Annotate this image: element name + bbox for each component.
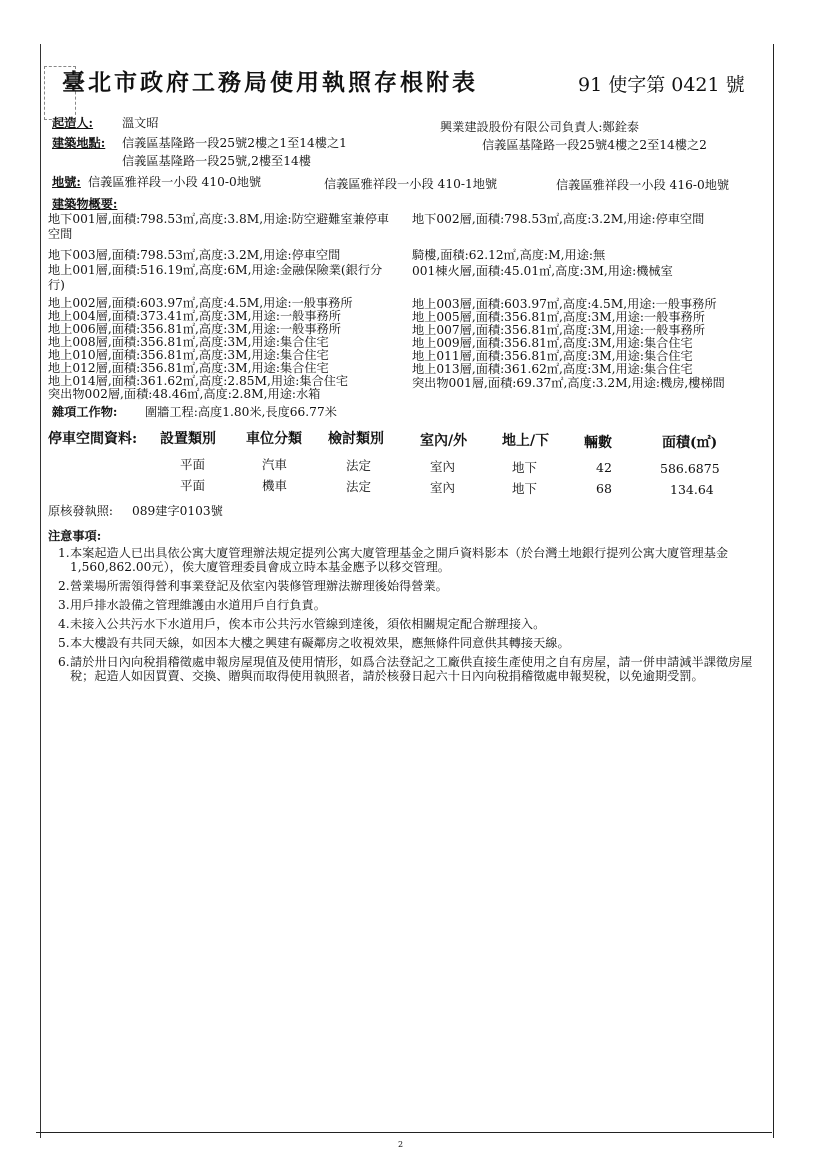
parking-header: 面積(㎡) <box>662 435 718 451</box>
note-text: 用戶排水設備之管理維護由水道用戶自行負責。 <box>70 598 326 612</box>
floor-row: 地上009層,面積:356.81㎡,高度:3M,用途:集合住宅 <box>412 336 693 350</box>
note-text: 未接入公共污水下水道用戶，俟本市公共污水管線到達後，須依相關規定配合辦理接入。 <box>70 617 546 631</box>
parking-cell: 134.64 <box>670 482 714 497</box>
note-number: 6. <box>58 655 70 669</box>
parking-cell: 68 <box>596 481 612 496</box>
floor-row: 地上012層,面積:356.81㎡,高度:3M,用途:集合住宅 <box>48 361 329 375</box>
land-lot-1: 信義區雅祥段一小段 410-0地號 <box>88 175 262 189</box>
overview-label: 建築物概要: <box>52 197 118 211</box>
note-item <box>58 636 768 650</box>
note-number: 1. <box>58 546 70 560</box>
note-item <box>58 579 768 593</box>
note-item <box>58 617 768 631</box>
land-label: 地號: <box>52 175 81 189</box>
original-permit-value: 089建字0103號 <box>132 504 223 518</box>
page-title: 臺北市政府工務局使用執照存根附表 <box>62 69 478 96</box>
parking-cell: 地下 <box>512 481 538 496</box>
misc-label: 雜項工作物: <box>52 405 118 419</box>
site-label: 建築地點: <box>52 136 106 150</box>
parking-cell: 42 <box>596 460 612 475</box>
floor-row: 地上003層,面積:603.97㎡,高度:4.5M,用途:一般事務所 <box>412 297 717 311</box>
parking-cell: 室內 <box>430 480 456 495</box>
floor-row: 地下001層,面積:798.53㎡,高度:3.8M,用途:防空避難室兼停車 <box>48 212 390 226</box>
note-number: 4. <box>58 617 70 631</box>
parking-label: 停車空間資料: <box>48 431 138 447</box>
note-text: 請於卅日內向稅捐稽徵處申報房屋現值及使用情形，如爲合法登記之工廠供直接生產使用之自有房屋，請一併申請減半課徵房屋稅；起造人如因買賣、交換、贈與而取得使用執照者，請於核發日起六十日內向稅捐稽徵處申報契稅，以免逾期受罰。 <box>70 655 753 683</box>
builder-name: 溫文昭 <box>122 116 159 130</box>
site-address-1: 信義區基隆路一段25號2樓之1至14樓之1 <box>122 136 347 150</box>
parking-cell: 平面 <box>180 457 206 472</box>
floor-row: 地上006層,面積:356.81㎡,高度:3M,用途:一般事務所 <box>48 322 341 336</box>
floor-row: 空間 <box>48 227 73 241</box>
note-item <box>58 598 768 612</box>
notes-label: 注意事項: <box>48 529 102 543</box>
permit-number: 91 使字第 0421 號 <box>578 74 745 96</box>
site-address-2: 信義區基隆路一段25號4樓之2至14樓之2 <box>482 138 707 152</box>
floor-row: 突出物002層,面積:48.46㎡,高度:2.8M,用途:水箱 <box>48 387 321 401</box>
parking-cell: 地下 <box>512 460 538 475</box>
land-lot-3: 信義區雅祥段一小段 416-0地號 <box>556 178 730 192</box>
parking-header: 輛數 <box>584 435 612 451</box>
note-text: 營業場所需領得營利事業登記及依室內裝修管理辦法辦理後始得營業。 <box>70 579 448 593</box>
floor-row: 地上002層,面積:603.97㎡,高度:4.5M,用途:一般事務所 <box>48 296 353 310</box>
parking-cell: 機車 <box>262 478 288 493</box>
parking-cell: 586.6875 <box>660 461 720 476</box>
floor-row: 地下003層,面積:798.53㎡,高度:3.2M,用途:停車空間 <box>48 248 341 262</box>
floor-row: 突出物001層,面積:69.37㎡,高度:3.2M,用途:機房,樓梯間 <box>412 376 725 390</box>
parking-cell: 法定 <box>346 458 372 473</box>
floor-row: 001棟火層,面積:45.01㎡,高度:3M,用途:機械室 <box>412 264 673 278</box>
floor-row: 地上005層,面積:356.81㎡,高度:3M,用途:一般事務所 <box>412 310 705 324</box>
floor-row: 地上014層,面積:361.62㎡,高度:2.85M,用途:集合住宅 <box>48 374 349 388</box>
land-lot-2: 信義區雅祥段一小段 410-1地號 <box>324 177 498 191</box>
note-text: 本案起造人已出具依公寓大廈管理辦法規定提列公寓大廈管理基金之開戶資料影本（於台灣土地銀行提列公寓大廈管理基金1,560,862.00元），俟大廈管理委員會成立時本基金應予以移交管理。 <box>70 546 729 574</box>
builder-company: 興業建設股份有限公司負責人:鄭銓泰 <box>440 120 640 134</box>
builder-label: 起造人: <box>52 116 94 130</box>
floor-row: 地上008層,面積:356.81㎡,高度:3M,用途:集合住宅 <box>48 335 329 349</box>
note-number: 3. <box>58 598 70 612</box>
floor-row: 地上013層,面積:361.62㎡,高度:3M,用途:集合住宅 <box>412 362 693 376</box>
parking-cell: 室內 <box>430 459 456 474</box>
parking-header: 地上/下 <box>502 433 550 449</box>
original-permit-label: 原核發執照: <box>48 504 114 518</box>
floor-row: 地下002層,面積:798.53㎡,高度:3.2M,用途:停車空間 <box>412 212 705 226</box>
misc-value: 圍牆工程:高度1.80米,長度66.77米 <box>145 405 337 419</box>
floor-row: 地上010層,面積:356.81㎡,高度:3M,用途:集合住宅 <box>48 348 329 362</box>
floor-row: 地上007層,面積:356.81㎡,高度:3M,用途:一般事務所 <box>412 323 705 337</box>
note-text: 本大樓設有共同天線，如因本大樓之興建有礙鄰房之收視效果，應無條件同意供其轉接天線。 <box>70 636 570 650</box>
note-item <box>58 655 768 683</box>
parking-cell: 平面 <box>180 478 206 493</box>
site-address-3: 信義區基隆路一段25號,2樓至14樓 <box>122 154 311 168</box>
floor-row: 騎樓,面積:62.12㎡,高度:M,用途:無 <box>412 248 606 262</box>
parking-header: 設置類別 <box>160 431 216 447</box>
notes-list <box>58 546 768 688</box>
parking-cell: 法定 <box>346 479 372 494</box>
parking-header: 車位分類 <box>246 431 302 447</box>
floor-row: 地上004層,面積:373.41㎡,高度:3M,用途:一般事務所 <box>48 309 341 323</box>
parking-header: 室內/外 <box>420 433 468 449</box>
floor-row: 地上011層,面積:356.81㎡,高度:3M,用途:集合住宅 <box>412 349 693 363</box>
floor-row: 行) <box>48 278 65 292</box>
parking-cell: 汽車 <box>262 457 288 472</box>
floor-row: 地上001層,面積:516.19㎡,高度:6M,用途:金融保險業(銀行分 <box>48 263 383 277</box>
page-mark: 2 <box>398 1140 404 1149</box>
note-number: 5. <box>58 636 70 650</box>
bottom-rule <box>36 1132 772 1133</box>
note-item <box>58 546 768 574</box>
parking-header: 檢討類別 <box>328 431 384 447</box>
note-number: 2. <box>58 579 70 593</box>
